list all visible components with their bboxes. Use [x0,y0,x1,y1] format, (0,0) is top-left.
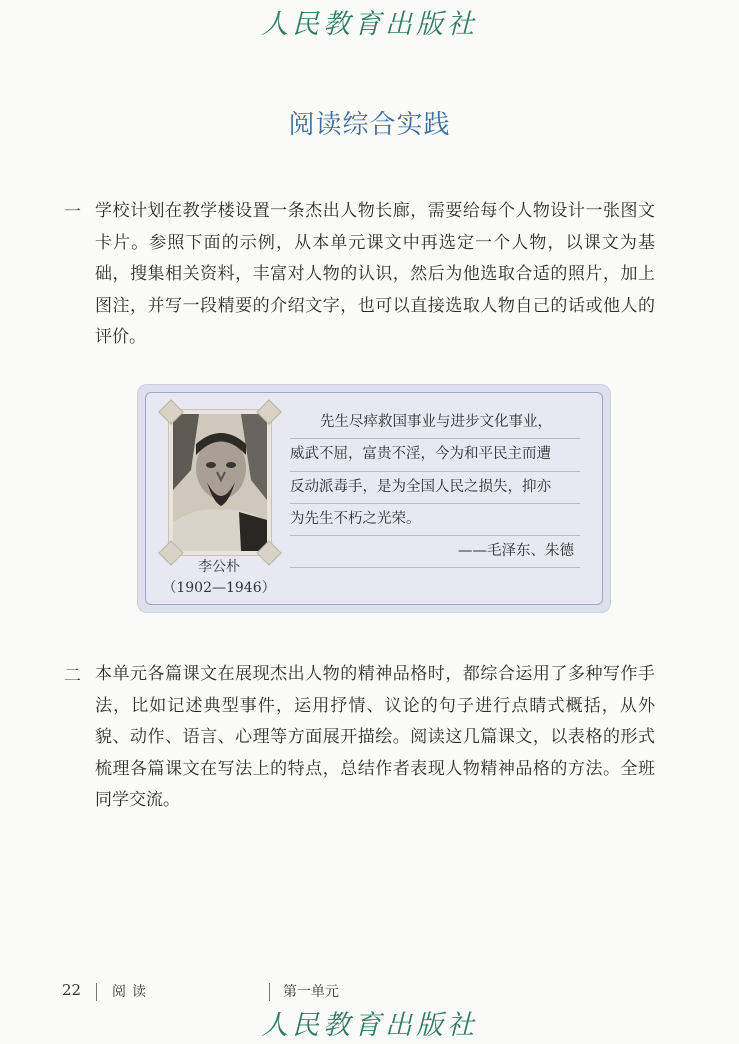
footer-divider [96,983,97,1001]
footer-book-name: 阅读 [112,984,152,1000]
footer-divider [269,983,270,1001]
question-text-1: 学校计划在教学楼设置一条杰出人物长廊，需要给每个人物设计一张图文卡片。参照下面的示例，从本单元课文中再选定一个人物，以课文为基础，搜集相关资料，丰富对人物的认识，然后为他选取合适的照片，加上图注，并写一段精要的介绍文字，也可以直接选取人物自己的话或他人的评价。 [95,201,655,347]
page-number: 22 [62,981,82,999]
question-number-1: 一 [64,202,81,222]
quote-attribution: ——毛泽东、朱德 [290,536,580,568]
quote-line: 先生尽瘁救国事业与进步文化事业， [290,407,580,439]
quote-block [290,407,580,568]
question-text-2: 本单元各篇课文在展现杰出人物的精神品格时，都综合运用了多种写作手法，比如记述典型事件，运用抒情、议论的句子进行点睛式概括，从外貌、动作、语言、心理等方面展开描绘。阅读这几篇课文，以表格的形式梳理各篇课文在写法上的特点，总结作者表现人物精神品格的方法。全班同学交流。 [95,664,655,810]
publisher-logo-top: 人民教育出版社 [261,9,478,40]
portrait-photo [168,409,272,556]
publisher-logo-bottom: 人民教育出版社 [261,1010,478,1041]
quote-line: 威武不屈，富贵不淫，今为和平民主而遭 [290,439,580,471]
quote-line: 反动派毒手，是为全国人民之损失，抑亦 [290,472,580,504]
portrait-caption-years: （1902—1946） [162,580,276,596]
page-title: 阅读综合实践 [288,110,451,140]
question-number-2: 二 [64,666,81,686]
quote-line: 为先生不朽之光荣。 [290,504,580,536]
portrait-image [169,410,271,555]
footer-unit-name: 第一单元 [283,984,339,1000]
portrait-caption-name: 李公朴 [198,559,240,575]
